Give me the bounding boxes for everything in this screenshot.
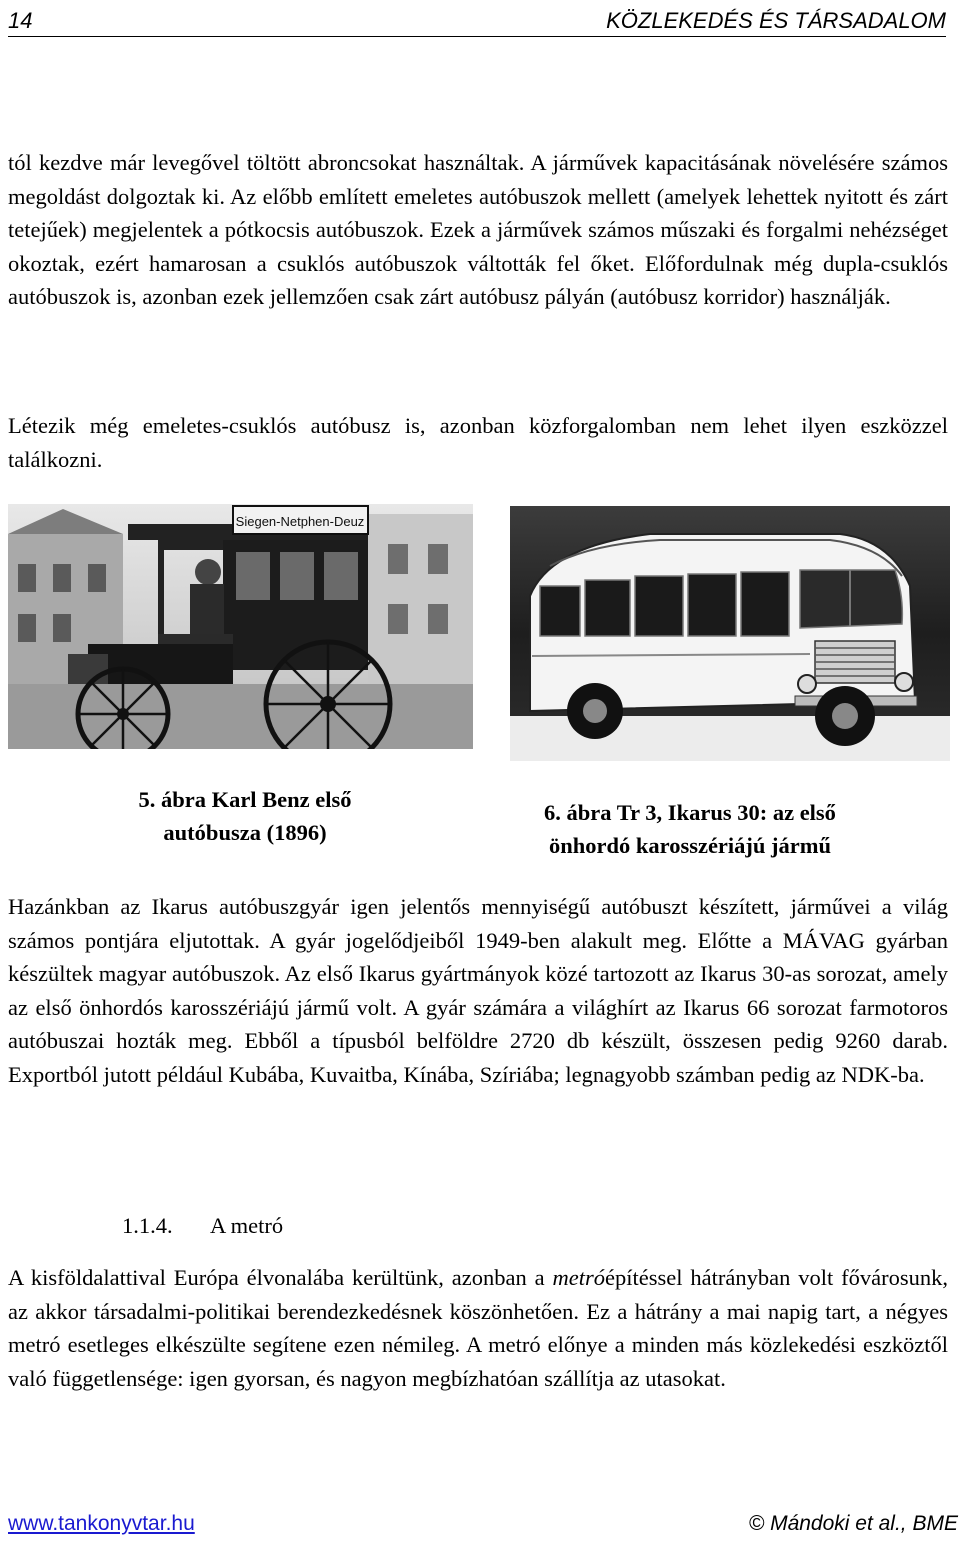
footer-copyright: © Mándoki et al., BME: [748, 1512, 958, 1535]
running-title: KÖZLEKEDÉS ÉS TÁRSADALOM: [606, 8, 946, 33]
figure-6-caption-line1: 6. ábra Tr 3, Ikarus 30: az első: [544, 800, 836, 825]
figure-5-caption: [100, 783, 390, 849]
paragraph-metro-emphasis: metró: [552, 1265, 605, 1290]
paragraph-ikarus: Hazánkban az Ikarus autóbuszgyár igen jelentős mennyiségű autóbuszt készített, járművei a világ számos pontjára eljutottak. A gyár jogelődjeiből 1949-ben alakult meg. Előtte a MÁVAG gyárban készültek magyar autóbuszok. Az első Ikarus gyártmányok közé tartozott az Ikarus 30-as sorozat, amely az első önhordós karosszériájú jármű volt. A gyár számára a világhírt az Ikarus 66 sorozat farmotoros autóbuszai hozták meg. Ebből a típusból belföldre 2720 db készült, összesen pedig 9260 darab. Exportból jutott például Kubába, Kuvaitba, Kínába, Szíriába; legnagyobb számban pedig az NDK-ba.: [8, 894, 948, 1087]
section-title: A metró: [210, 1213, 284, 1238]
route-sign-text: Siegen-Netphen-Deuz: [235, 514, 365, 529]
figure-5-caption-line2: autóbusza (1896): [163, 820, 327, 845]
section-heading: [122, 1213, 283, 1239]
paragraph-double-decker-articulated: Létezik még emeletes-csuklós autóbusz is, azonban közforgalomban nem lehet ilyen eszközzel találkozni.: [8, 413, 948, 472]
figure-6-caption-line2: önhordó karosszériájú jármű: [548, 833, 832, 858]
paragraph-metro: [8, 1261, 948, 1395]
paragraph-metro-text-2: építéssel hátrányban volt fővárosunk, az akkor társadalmi-politikai berendezkedésnek köszönhetően. Ez a hátrány a mai napig tart, a négyes metró esetleges elkészülte segítene ezen némileg. A metró előnye a minden más közlekedési eszköztől való függetlensége: igen gyorsan, és nagyon megbízhatóan szállítja az utasokat.: [8, 1265, 948, 1391]
footer-link[interactable]: www.tankonyvtar.hu: [8, 1512, 195, 1535]
benz-bus-photo: [8, 504, 473, 749]
ikarus-30-bus-photo: [510, 506, 950, 761]
section-number: 1.1.4.: [122, 1213, 173, 1238]
page-number: 14: [8, 8, 33, 33]
paragraph-metro-text-1: A kisföldalattival Európa élvonalába kerültünk, azonban a: [8, 1265, 553, 1290]
figure-6-caption: [470, 796, 910, 862]
page-header: [8, 6, 946, 37]
figure-5-caption-line1: 5. ábra Karl Benz első: [138, 787, 352, 812]
paragraph-buses: tól kezdve már levegővel töltött abroncsokat használtak. A járművek kapacitásának növelésére számos megoldást dolgoztak ki. Az előbb említett emeletes autóbuszok mellett (amelyek lehettek nyitott és zárt tetejűek) megjelentek a pótkocsis autóbuszok. Ezek a járművek számos műszaki és forgalmi nehézséget okoztak, ezért hamarosan a csuklós autóbuszok váltották fel őket. Előfordulnak még dupla-csuklós autóbuszok is, azonban ezek jellemzően csak zárt autóbusz pályán (autóbusz korridor) használják.: [8, 150, 948, 309]
